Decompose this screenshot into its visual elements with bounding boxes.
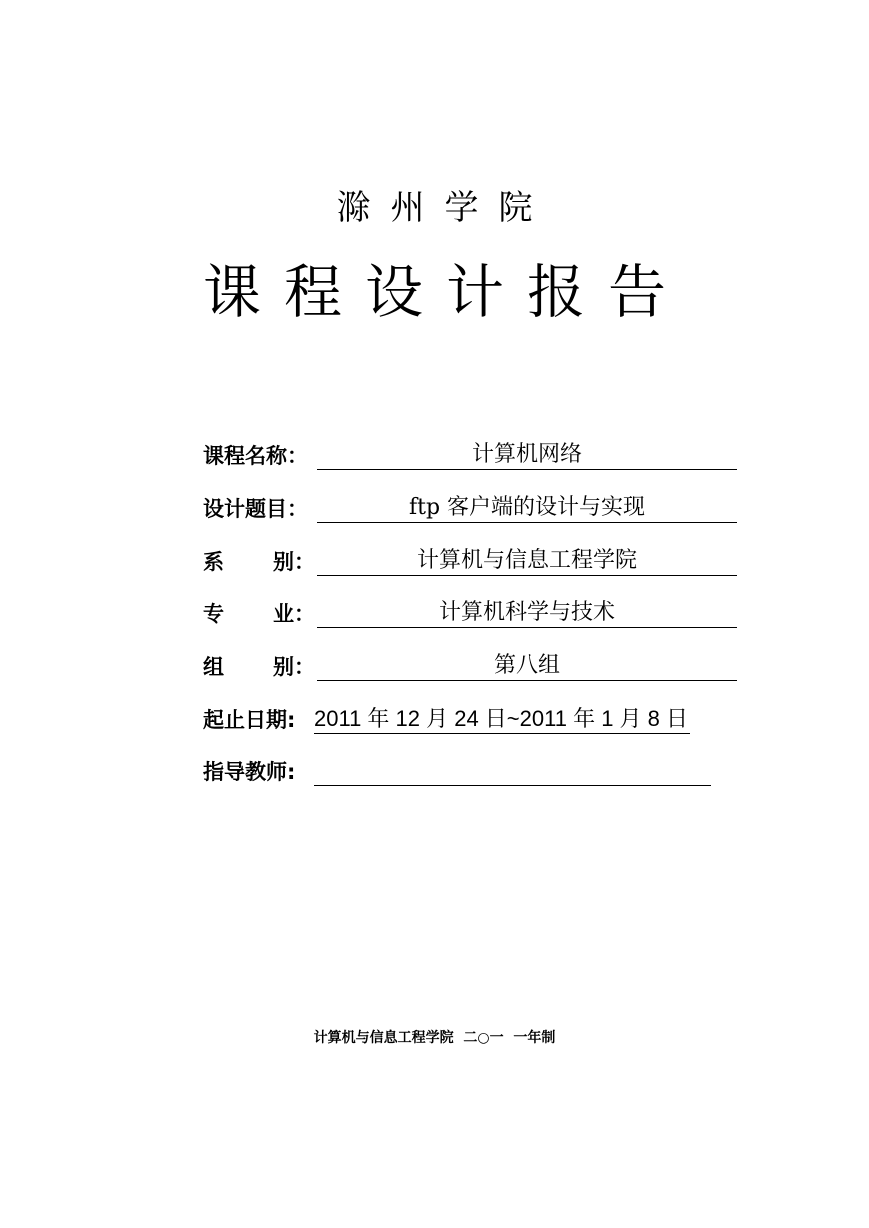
course-label: 课程名称： xyxy=(203,444,308,468)
course-value: 计算机网络 xyxy=(317,441,737,470)
major-value: 计算机科学与技术 xyxy=(317,599,737,628)
major-label-part2: 业： xyxy=(273,602,315,626)
major-label xyxy=(203,599,315,629)
department-label-part2: 别： xyxy=(273,550,315,574)
report-title: 课程设计报告 xyxy=(202,258,689,326)
department-value: 计算机与信息工程学院 xyxy=(317,547,737,576)
department-label-part1: 系 xyxy=(203,550,224,574)
major-label-part1: 专 xyxy=(203,602,224,626)
dates-label: 起止日期: xyxy=(203,708,296,732)
dates-value: 2011 年 12 月 24 日~2011 年 1 月 8 日 xyxy=(314,705,690,734)
group-label-part1: 组 xyxy=(203,655,224,679)
group-label xyxy=(203,652,315,682)
topic-label: 设计题目： xyxy=(203,497,308,521)
footer-text: 计算机与信息工程学院 二○一 一年制 xyxy=(313,1030,556,1046)
group-value: 第八组 xyxy=(317,652,737,681)
topic-value: ftp 客户端的设计与实现 xyxy=(317,494,737,523)
department-label xyxy=(203,547,315,577)
advisor-label: 指导教师: xyxy=(203,760,296,784)
advisor-value xyxy=(314,757,711,786)
school-name: 滁州学院 xyxy=(336,188,553,228)
group-label-part2: 别： xyxy=(273,655,315,679)
